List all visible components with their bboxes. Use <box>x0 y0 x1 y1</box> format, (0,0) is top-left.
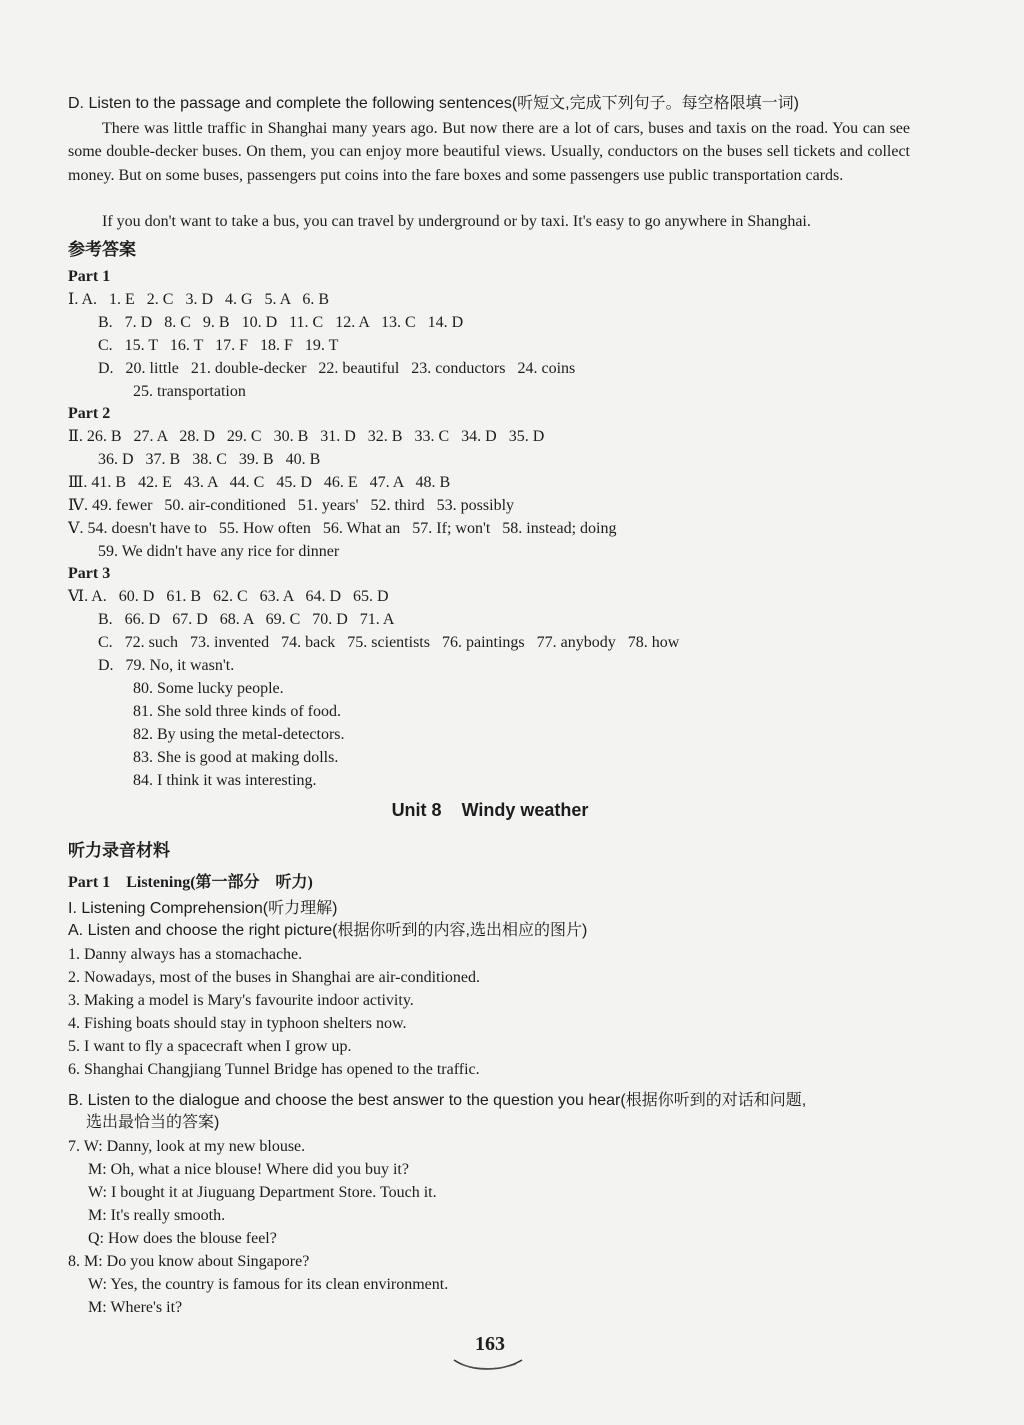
dialogue-line: Q: How does the blouse feel? <box>88 1230 277 1247</box>
answer-line: 25. transportation <box>133 383 246 400</box>
dialogue-line: M: Where's it? <box>88 1299 183 1316</box>
unit-title: Unit 8 Windy weather <box>391 800 589 820</box>
passage-text-2: If you don't want to take a bus, you can travel by underground or by taxi. It's easy to go anywhere in Shanghai. <box>102 213 811 230</box>
answer-line: Ⅳ. 49. fewer 50. air-conditioned 51. years' 52. third 53. possibly <box>68 497 515 514</box>
part3-label: Part 3 <box>68 565 111 582</box>
answer-line: D. 20. little 21. double-decker 22. beautiful 23. conductors 24. coins <box>98 360 576 377</box>
section-a-label: A. Listen and choose the right picture(根据你听到的内容,选出相应的图片) <box>68 922 588 939</box>
passage-paragraph-2 <box>68 210 910 233</box>
list-item: 4. Fishing boats should stay in typhoon shelters now. <box>68 1015 407 1032</box>
dialogue-line: W: I bought it at Jiuguang Department Store. Touch it. <box>88 1184 437 1201</box>
answer-line: Ⅱ. 26. B 27. A 28. D 29. C 30. B 31. D 32. B 33. C 34. D 35. D <box>68 428 545 445</box>
answer-line: 82. By using the metal-detectors. <box>133 726 345 743</box>
dialogue-line: M: Oh, what a nice blouse! Where did you buy it? <box>88 1161 409 1178</box>
answer-line: Ⅰ. A. 1. E 2. C 3. D 4. G 5. A 6. B <box>68 291 330 308</box>
answer-line: Ⅲ. 41. B 42. E 43. A 44. C 45. D 46. E 47. A 48. B <box>68 474 451 491</box>
answer-line: 84. I think it was interesting. <box>133 772 317 789</box>
listening-part-label: Part 1 Listening(第一部分 听力) <box>68 874 313 891</box>
section-b-label-cont: 选出最恰当的答案) <box>86 1114 220 1131</box>
section-b-label: B. Listen to the dialogue and choose the best answer to the question you hear(根据你听到的对话和问题, <box>68 1092 807 1109</box>
list-item: 5. I want to fly a spacecraft when I grow up. <box>68 1038 352 1055</box>
listening-heading: 听力录音材料 <box>68 841 170 860</box>
dialogue-line: 7. W: Danny, look at my new blouse. <box>68 1138 306 1155</box>
answer-line: 81. She sold three kinds of food. <box>133 703 341 720</box>
answer-line: C. 72. such 73. invented 74. back 75. scientists 76. paintings 77. anybody 78. how <box>98 634 680 651</box>
part1-label: Part 1 <box>68 268 111 285</box>
answer-line: Ⅴ. 54. doesn't have to 55. How often 56. What an 57. If; won't 58. instead; doing <box>68 520 617 537</box>
dialogue-line: 8. M: Do you know about Singapore? <box>68 1253 310 1270</box>
list-item: 3. Making a model is Mary's favourite indoor activity. <box>68 992 414 1009</box>
answer-line: C. 15. T 16. T 17. F 18. F 19. T <box>98 337 339 354</box>
answers-heading: 参考答案 <box>68 240 136 259</box>
list-item: 1. Danny always has a stomachache. <box>68 946 303 963</box>
dialogue-line: M: It's really smooth. <box>88 1207 226 1224</box>
dialogue-line: W: Yes, the country is famous for its clean environment. <box>88 1276 449 1293</box>
page-number: 163 <box>475 1333 505 1355</box>
list-item: 2. Nowadays, most of the buses in Shanghai are air-conditioned. <box>68 969 481 986</box>
answer-line: 59. We didn't have any rice for dinner <box>98 543 340 560</box>
answer-line: B. 66. D 67. D 68. A 69. C 70. D 71. A <box>98 611 395 628</box>
part2-label: Part 2 <box>68 405 111 422</box>
answer-line: 80. Some lucky people. <box>133 680 284 697</box>
answer-line: B. 7. D 8. C 9. B 10. D 11. C 12. A 13. C 14. D <box>98 314 464 331</box>
section-d-instruction: D. Listen to the passage and complete the following sentences(听短文,完成下列句子。每空格限填一词) <box>68 95 799 112</box>
passage-paragraph-1 <box>68 117 910 187</box>
answer-line: 83. She is good at making dolls. <box>133 749 339 766</box>
list-item: 6. Shanghai Changjiang Tunnel Bridge has opened to the traffic. <box>68 1061 480 1078</box>
page-ornament-icon <box>452 1356 524 1374</box>
answer-line: Ⅵ. A. 60. D 61. B 62. C 63. A 64. D 65. D <box>68 588 389 605</box>
passage-text-1: There was little traffic in Shanghai many years ago. But now there are a lot of cars, buses and taxis on the road. You can see some double-decker buses. On them, you can enjoy more beautiful views. Usually, conductors on the buses sell tickets and collect money. But on some buses, passengers put coins into the fare boxes and some passengers use public transportation cards. <box>68 120 910 184</box>
section-i-label: I. Listening Comprehension(听力理解) <box>68 900 338 917</box>
answer-line: 36. D 37. B 38. C 39. B 40. B <box>98 451 321 468</box>
answer-line: D. 79. No, it wasn't. <box>98 657 235 674</box>
